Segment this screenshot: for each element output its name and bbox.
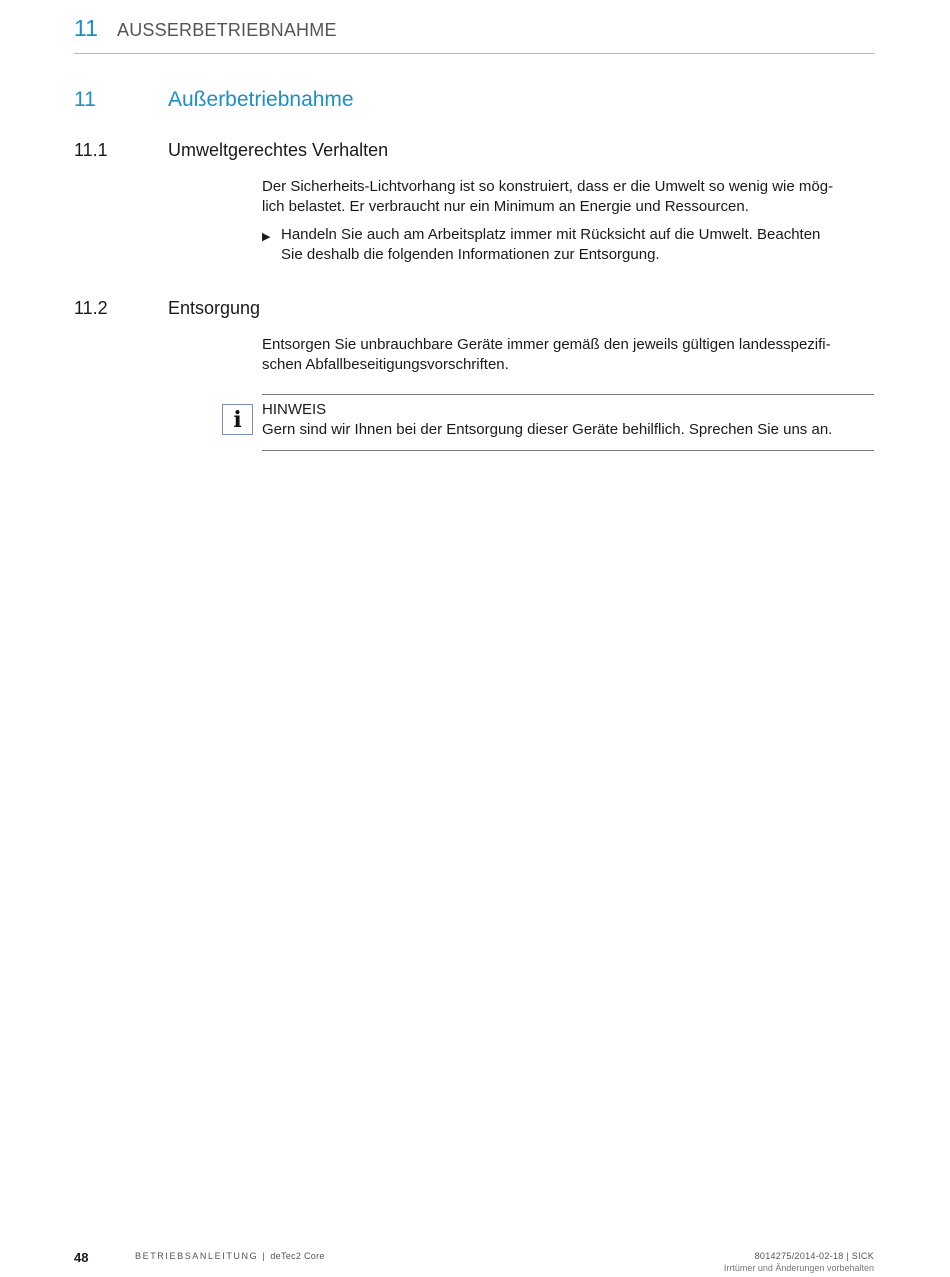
footer-disclaimer: Irrtümer und Änderungen vorbehalten [723,1263,874,1273]
bullet-arrow-icon: ▶ [262,231,271,243]
running-header-chapter-number: 11 [74,15,98,41]
chapter-number: 11 [74,88,96,111]
paragraph-line: lich belastet. Er verbraucht nur ein Minimum an Energie und Ressourcen. [262,198,749,215]
section-number: 11.2 [74,298,108,318]
note-text: Gern sind wir Ihnen bei der Entsorgung dieser Geräte behilflich. Sprechen Sie uns an. [262,421,833,438]
note-bottom-rule [262,450,874,451]
footer-document-type [135,1251,325,1261]
running-header-chapter-title: AUSSERBETRIEBNAHME [117,20,337,40]
info-icon-glyph: i [233,406,242,433]
header-divider [74,53,875,54]
paragraph-line: Entsorgen Sie unbrauchbare Geräte immer gemäß den jeweils gültigen landesspezifi- [262,336,831,353]
section-paragraph [262,335,874,375]
page-number: 48 [74,1250,89,1265]
paragraph-line: Der Sicherheits-Lichtvorhang ist so konstruiert, dass er die Umwelt so wenig wie mög- [262,178,834,195]
info-icon [222,404,253,435]
note-label: HINWEIS [262,401,327,418]
footer-separator: | [258,1251,271,1261]
section-number: 11.1 [74,140,108,160]
footer-product: deTec2 Core [270,1251,325,1261]
note-top-rule [262,394,874,395]
section-paragraph [262,177,874,217]
section-title: Entsorgung [168,298,261,318]
section-title: Umweltgerechtes Verhalten [168,140,389,160]
paragraph-line: schen Abfallbeseitigungsvorschriften. [262,356,509,373]
footer-doc-type: BETRIEBSANLEITUNG [135,1251,259,1261]
bullet-item [281,225,874,265]
bullet-line: Handeln Sie auch am Arbeitsplatz immer mit Rücksicht auf die Umwelt. Beachten [281,226,821,243]
chapter-title: Außerbetriebnahme [168,88,354,111]
footer-doc-id: 8014275/2014-02-18 | SICK [754,1251,874,1261]
bullet-line: Sie deshalb die folgenden Informationen zur Entsorgung. [281,246,660,263]
